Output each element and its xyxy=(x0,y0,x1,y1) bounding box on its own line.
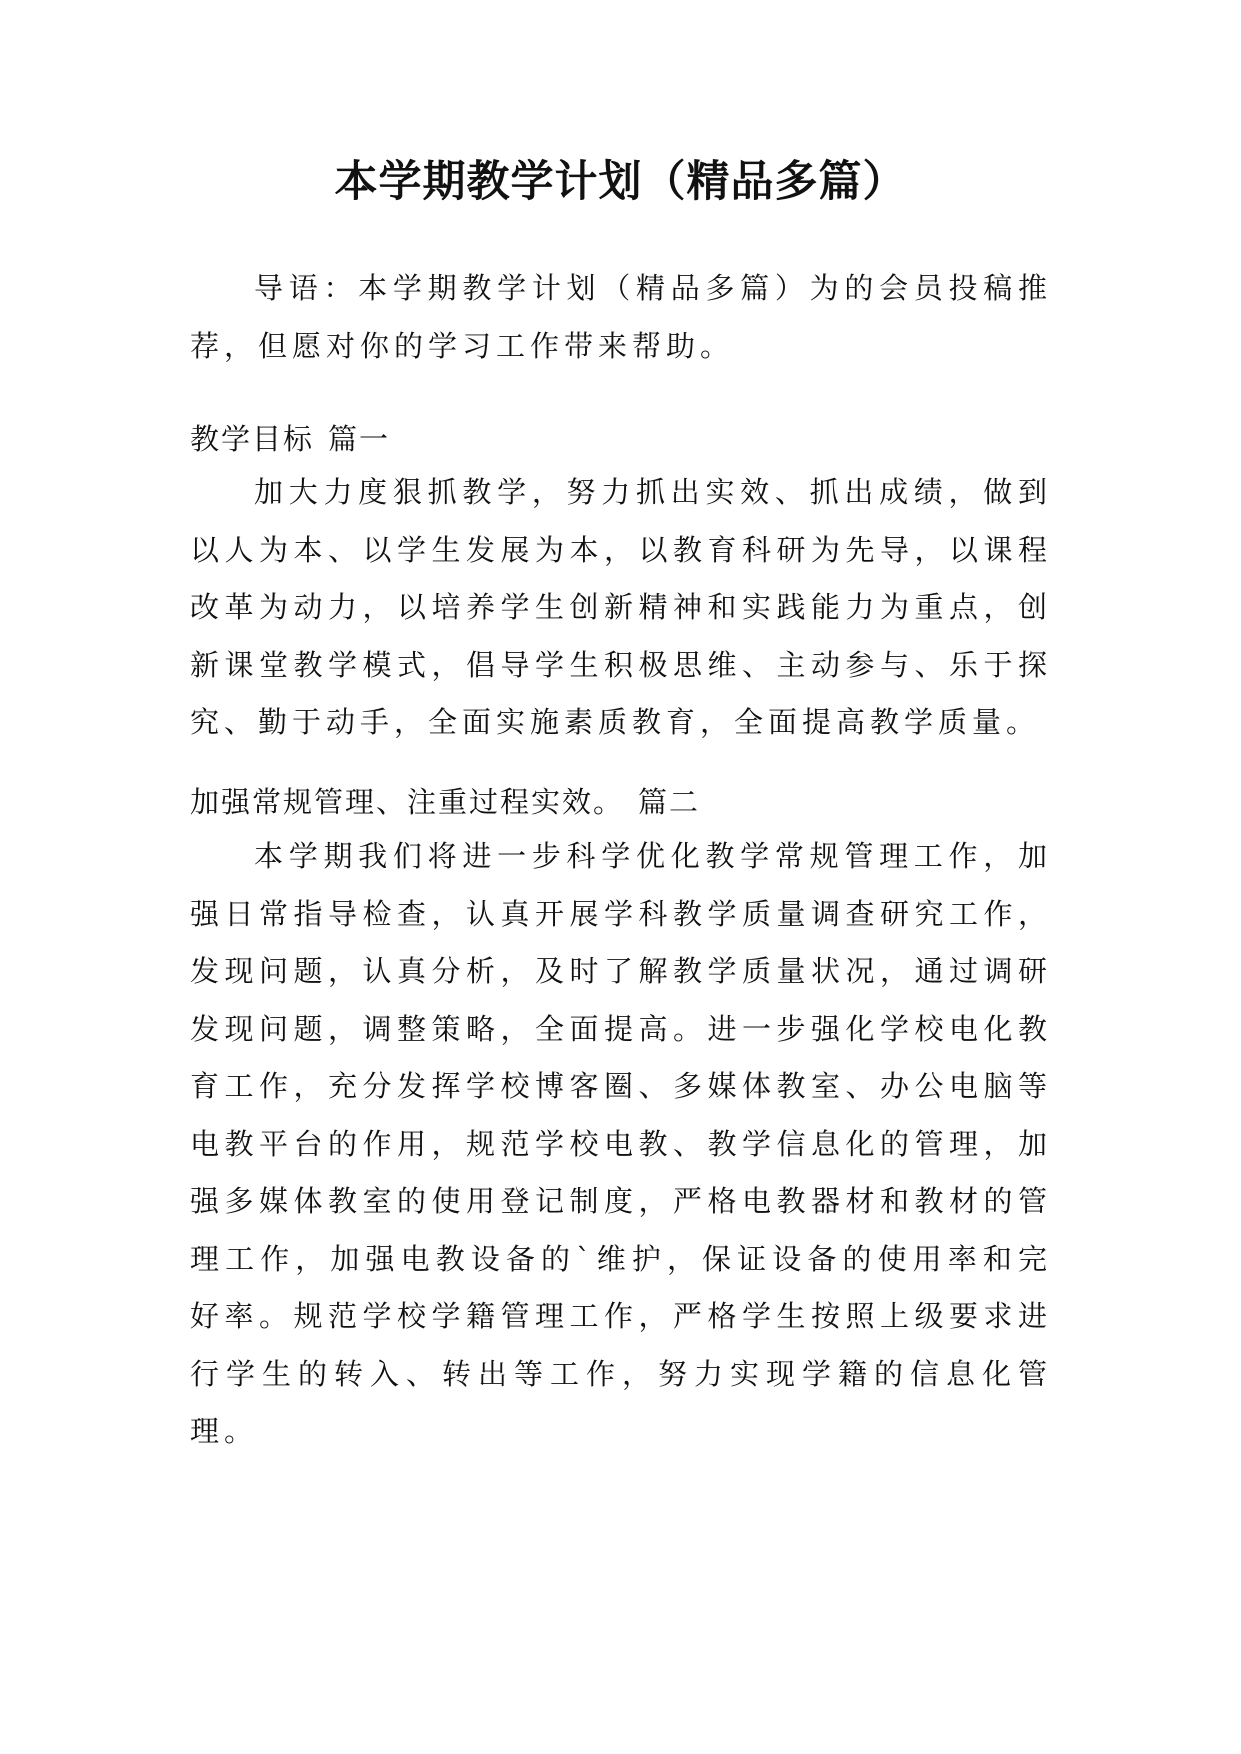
page-title: 本学期教学计划（精品多篇） xyxy=(334,157,907,207)
section-1-paragraph: 加大力度狠抓教学，努力抓出实效、抓出成绩，做到以人为本、以学生发展为本，以教育科研为先导，以课程改革为动力，以培养学生创新精神和实践能力为重点，创新课堂教学模式，倡导学生积极思维、主动参与、乐于探究、勤于动手，全面实施素质教育，全面提高教学质量。 xyxy=(190,475,1052,739)
section-heading-1 xyxy=(190,411,1052,469)
section-heading-1-title: 教学目标 xyxy=(190,422,315,456)
section-2-paragraph: 本学期我们将进一步科学优化教学常规管理工作，加强日常指导检查，认真开展学科教学质量调查研究工作，发现问题，认真分析，及时了解教学质量状况，通过调研发现问题，调整策略，全面提高。进一步强化学校电化教育工作，充分发挥学校博客圈、多媒体教室、办公电脑等电教平台的作用，规范学校电教、教学信息化的管理，加强多媒体教室的使用登记制度，严格电教器材和教材的管理工作，加强电教设备的`维护，保证设备的使用率和完好率。规范学校学籍管理工作，严格学生按照上级要求进行学生的转入、转出等工作，努力实现学籍的信息化管理。 xyxy=(190,839,1052,1448)
section-heading-2-title: 加强常规管理、注重过程实效。 xyxy=(190,785,625,819)
section-heading-2-tag: 篇二 xyxy=(638,785,701,819)
intro-paragraph: 导语：本学期教学计划（精品多篇）为的会员投稿推荐，但愿对你的学习工作带来帮助。 xyxy=(190,271,1052,363)
section-heading-2 xyxy=(190,774,1052,832)
section-heading-1-tag: 篇一 xyxy=(328,422,391,456)
